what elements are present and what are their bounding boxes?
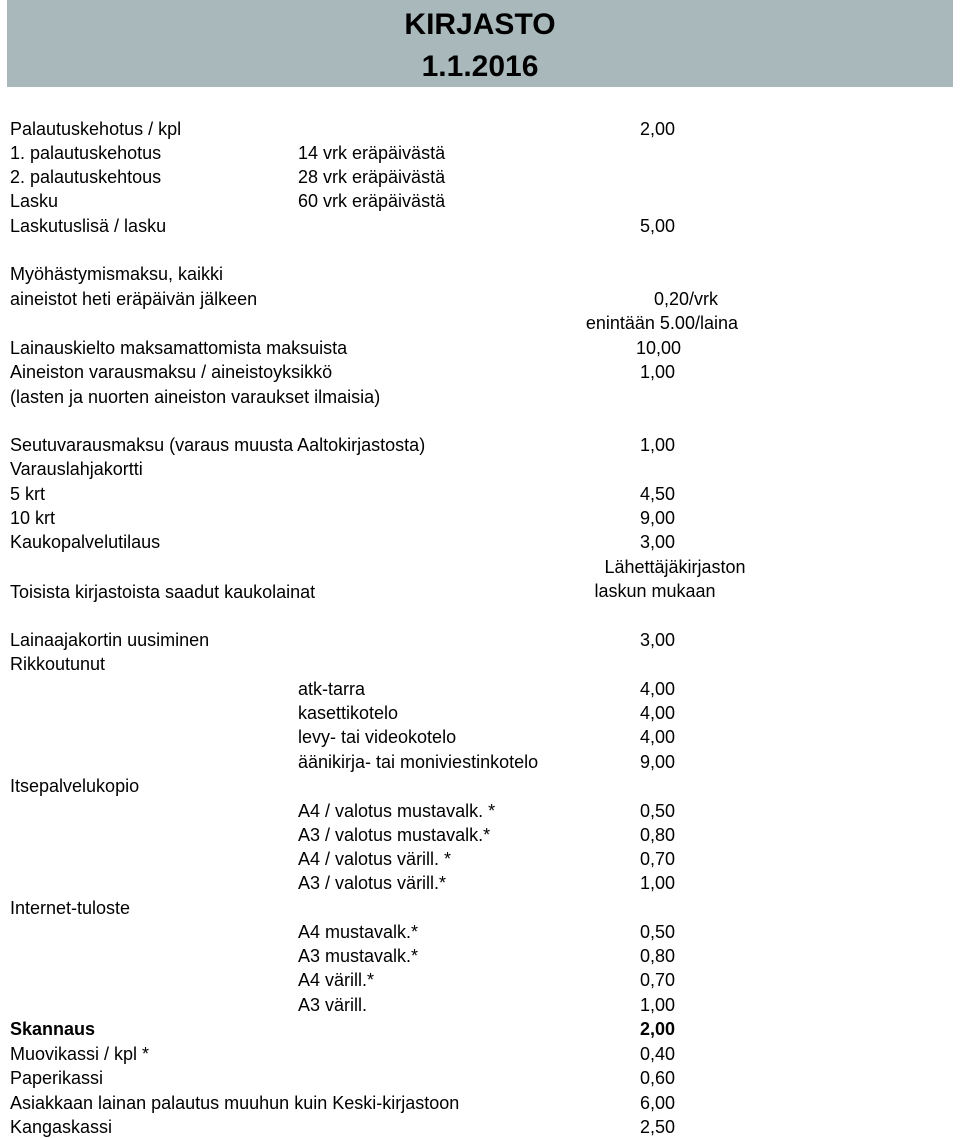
title-banner [7,0,953,87]
fee-note: 28 vrk eräpäivästä [298,167,446,187]
fee-label: A3 / valotus mustavalk.* [298,825,491,845]
fee-value: 4,00 [639,679,675,699]
fee-value: 0,80 [639,946,675,966]
fee-category: Internet-tuloste [10,898,131,918]
fee-label: A3 värill. [298,995,368,1015]
fee-label: aineistot heti eräpäivän jälkeen [10,289,258,309]
fee-value: 0,60 [639,1068,675,1088]
fee-value: 9,00 [639,752,675,772]
fee-value: laskun mukaan [594,581,716,601]
fee-label: A3 / valotus värill.* [298,873,447,893]
fee-category: Rikkoutunut [10,654,106,674]
fee-note: (lasten ja nuorten aineiston varaukset ilmaisia) [10,387,381,407]
fee-category: Itsepalvelukopio [10,776,140,796]
fee-label: kasettikotelo [298,703,399,723]
fee-value: 4,00 [639,703,675,723]
fee-label: Kangaskassi [10,1117,113,1137]
fee-value: Lähettäjäkirjaston [604,557,746,577]
fee-label: Lasku [10,191,59,211]
page-title: KIRJASTO [404,8,556,41]
fee-label: A4 / valotus mustavalk. * [298,801,496,821]
fee-label: A4 / valotus värill. * [298,849,452,869]
fee-value: 2,00 [639,119,675,139]
fee-label: A3 mustavalk.* [298,946,419,966]
fee-label: Toisista kirjastoista saadut kaukolainat [10,582,316,602]
fee-label: Muovikassi / kpl * [10,1044,150,1064]
fee-value: 0,80 [639,825,675,845]
fee-value: 1,00 [639,995,675,1015]
fee-label: 1. palautuskehotus [10,143,162,163]
fee-label: atk-tarra [298,679,366,699]
fee-label: Myöhästymismaksu, kaikki [10,264,224,284]
fee-value: 1,00 [639,873,675,893]
fee-value: 0,40 [639,1044,675,1064]
fee-value: 3,00 [639,630,675,650]
fee-note: 14 vrk eräpäivästä [298,143,446,163]
fee-label: A4 mustavalk.* [298,922,419,942]
fee-value: 6,00 [639,1093,675,1113]
fee-value: 2,00 [639,1019,675,1039]
fee-label: Kaukopalvelutilaus [10,532,161,552]
fee-label: Laskutuslisä / lasku [10,216,167,236]
fee-label: 5 krt [10,484,46,504]
fee-value: 0,70 [639,970,675,990]
fee-label: Palautuskehotus / kpl [10,119,182,139]
fee-value: 4,50 [639,484,675,504]
fee-value: 2,50 [639,1117,675,1137]
fee-label: A4 värill.* [298,970,375,990]
fee-label: Lainaajakortin uusiminen [10,630,210,650]
fee-value: 10,00 [635,338,681,358]
fee-note: 60 vrk eräpäivästä [298,191,446,211]
fee-value: 0,50 [639,922,675,942]
fee-label: Aineiston varausmaksu / aineistoyksikkö [10,362,333,382]
page-date: 1.1.2016 [421,50,539,83]
fee-value: 0,70 [639,849,675,869]
fee-label: Asiakkaan lainan palautus muuhun kuin Keski-kirjastoon [10,1093,460,1113]
fee-label: Varauslahjakortti [10,459,143,479]
fee-label: Paperikassi [10,1068,104,1088]
fee-label: Lainauskielto maksamattomista maksuista [10,338,348,358]
fee-value: 0,20/vrk [653,289,718,309]
fee-value: 1,00 [639,362,675,382]
fee-value: 1,00 [639,435,675,455]
fee-label: 10 krt [10,508,56,528]
fee-label: Skannaus [10,1019,96,1039]
fee-value: 9,00 [639,508,675,528]
fee-label: äänikirja- tai moniviestinkotelo [298,752,539,772]
fee-label: levy- tai videokotelo [298,727,457,747]
fee-value: 0,50 [639,801,675,821]
fee-label: 2. palautuskehtous [10,167,162,187]
fee-label: Seutuvarausmaksu (varaus muusta Aaltokirjastosta) [10,435,426,455]
fee-value: 5,00 [639,216,675,236]
fee-value: 3,00 [639,532,675,552]
fee-value: enintään 5.00/laina [585,313,738,333]
fee-value: 4,00 [639,727,675,747]
